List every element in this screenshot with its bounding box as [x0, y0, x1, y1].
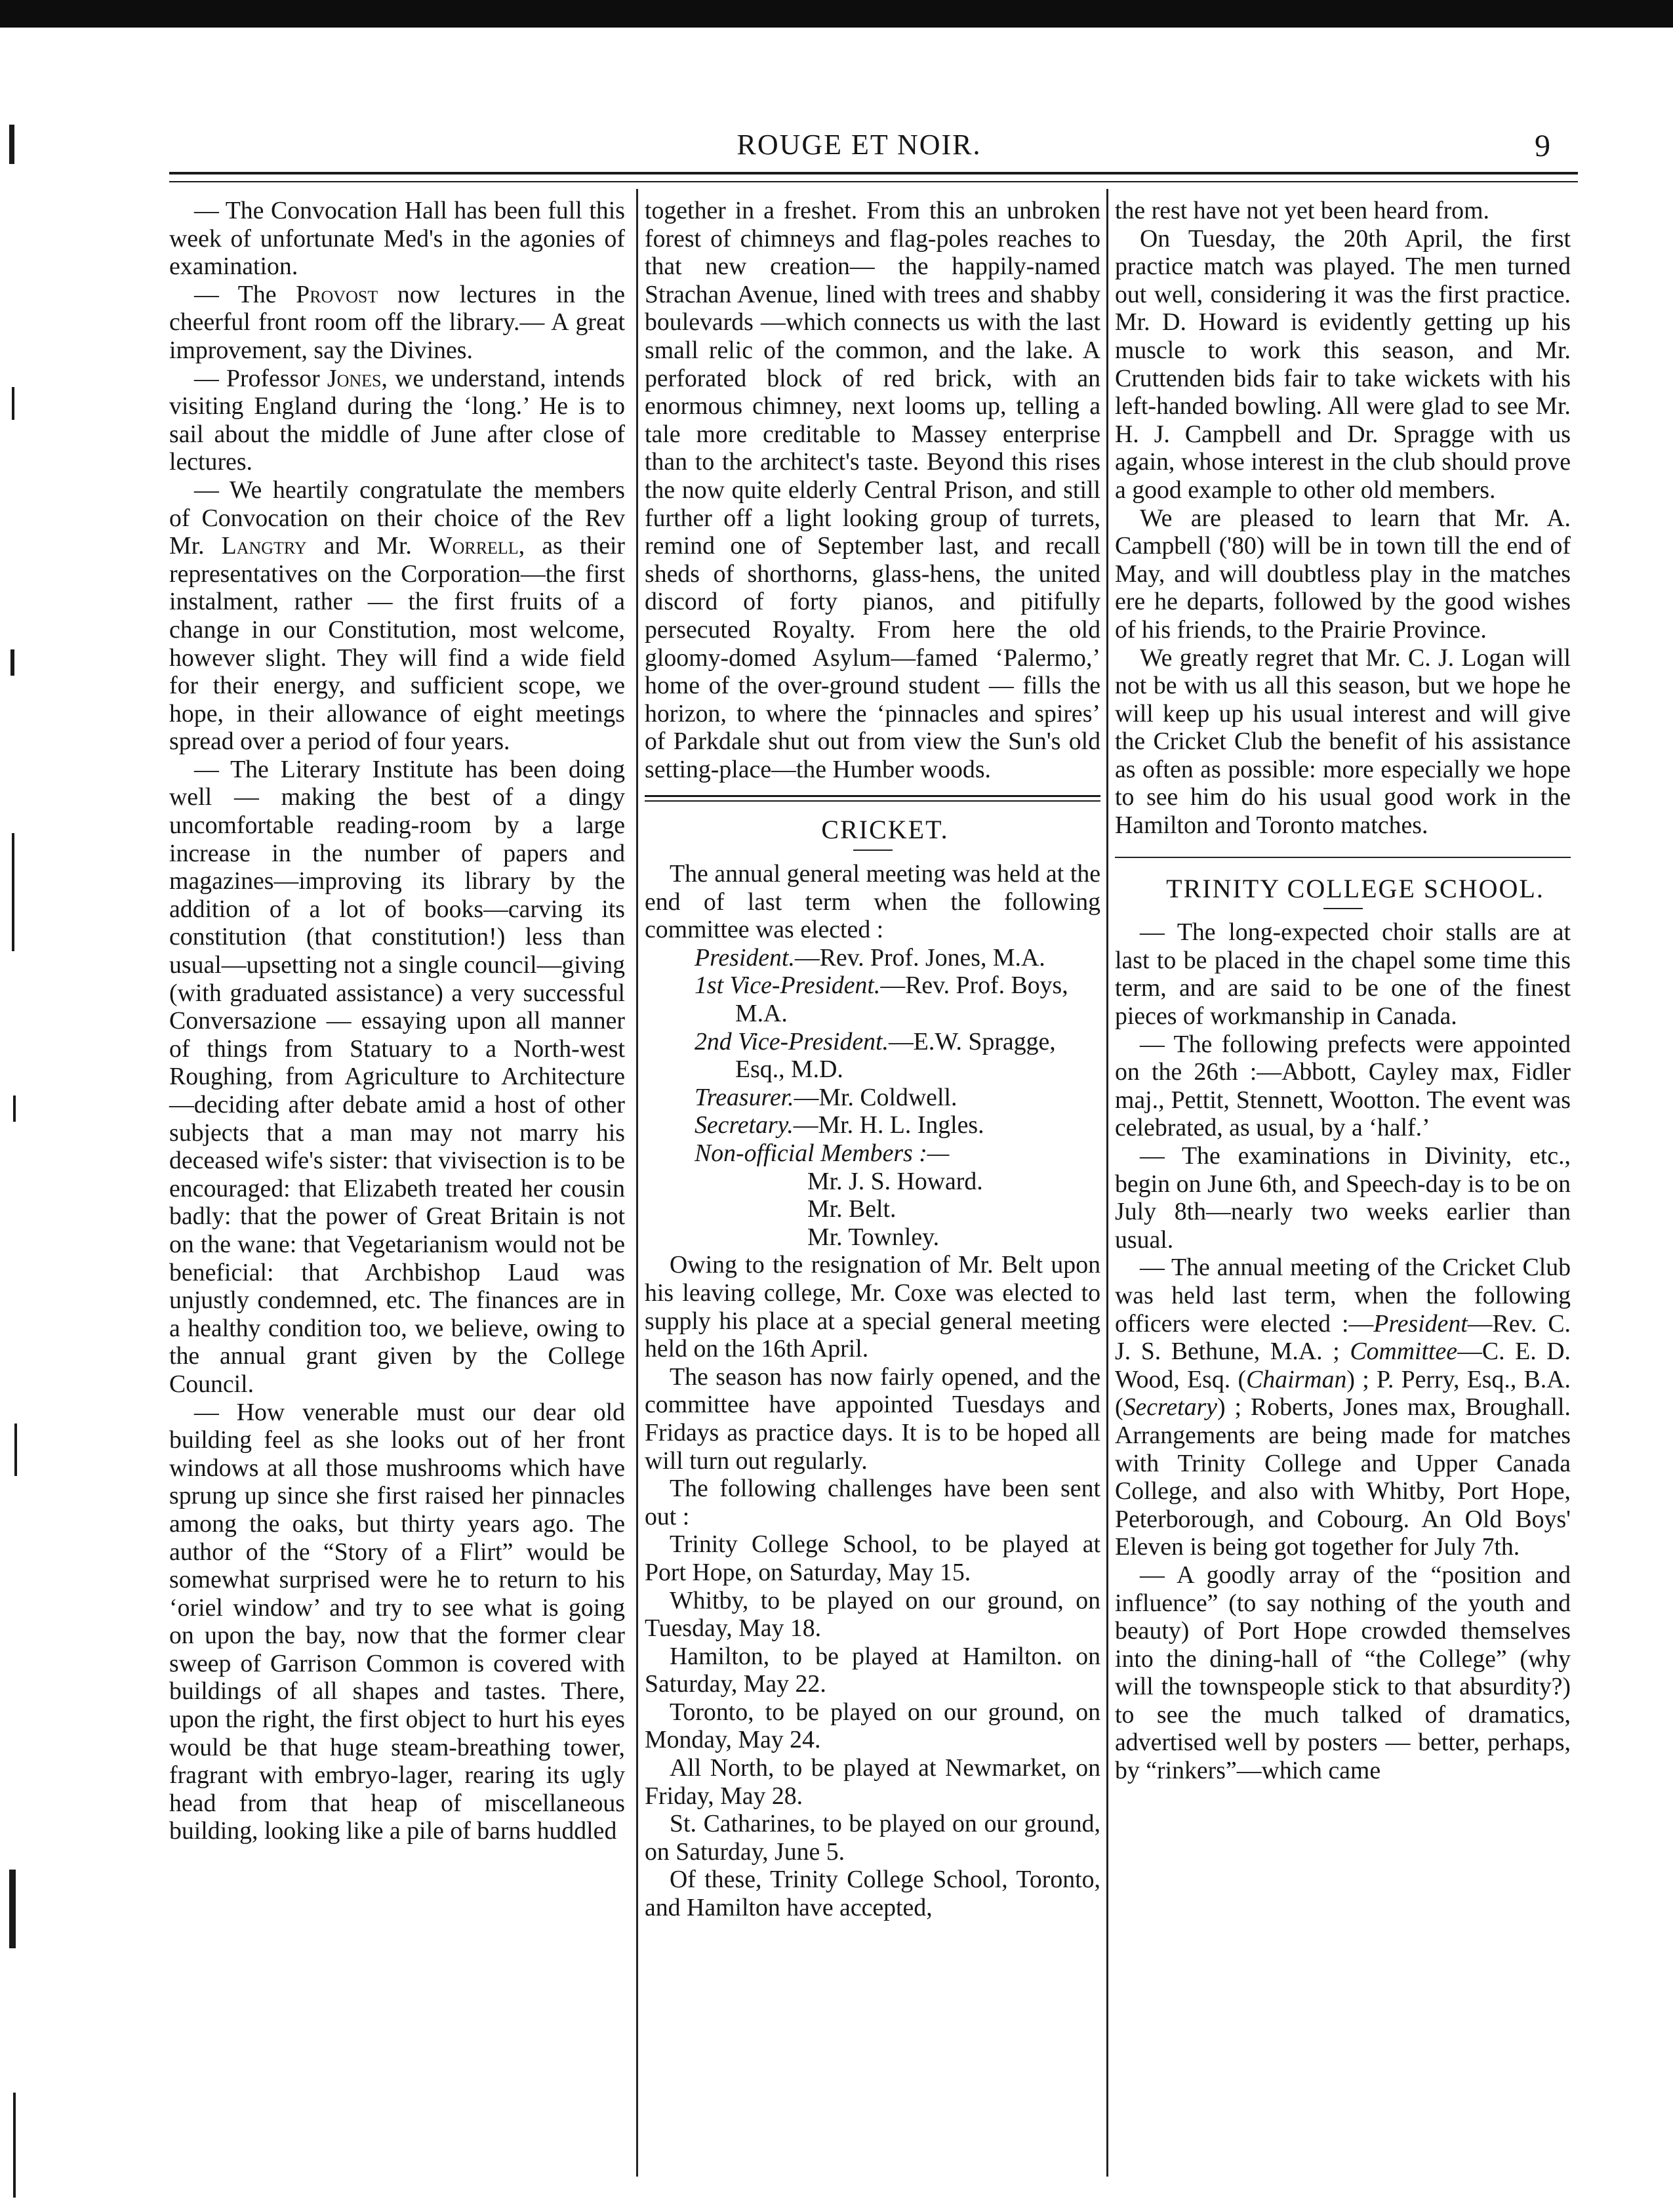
italic-run: Committee — [1350, 1338, 1458, 1366]
italic-run: Secretary — [1123, 1393, 1218, 1422]
paragraph: We are pleased to learn that Mr. A. Campbell ('80) will be in town till the end of May, and will doubtless play in the matches ere he departs, followed by the good wishes of his friends, to the Prairie Province. — [1115, 504, 1571, 644]
paragraph: On Tuesday, the 20th April, the first practice match was played. The men turned out well, considering it was the first practice. Mr. D. Howard is evidently getting up his muscle to work this season, and Mr. Cruttenden bids fair to take wickets with his left-handed bowling. All were glad to see Mr. H. J. Campbell and Dr. Spragge with us again, whose interest in the club should prove a good example to other old members. — [1115, 224, 1571, 504]
paragraph: the rest have not yet been heard from. — [1115, 197, 1489, 224]
officer-name: —E.W. Spragge, — [888, 1027, 1056, 1055]
section-heading-trinity-college-school: TRINITY COLLEGE SCHOOL. — [1166, 873, 1544, 903]
section-rule — [1115, 857, 1571, 858]
challenge-item: Whitby, to be played on our ground, on Tuesday, May 18. — [645, 1586, 1100, 1643]
officer-president — [645, 944, 1100, 972]
challenge-item: Trinity College School, to be played at Port Hope, on Saturday, May 15. — [645, 1530, 1100, 1586]
paragraph — [1115, 1254, 1571, 1561]
officer-non-official-members — [645, 1139, 1100, 1168]
officer-treasurer — [645, 1084, 1100, 1112]
name-worrell: Worrell — [428, 532, 519, 560]
text-run: now lectures in the cheerful front room off the library.— A great improvement, say the Divines. — [169, 280, 625, 364]
section-rule — [645, 795, 1100, 802]
text-run: — Professor — [194, 364, 327, 392]
officer-role: 1st Vice-President. — [695, 972, 881, 1000]
officer-name: —Rev. Prof. Jones, M.A. — [794, 943, 1045, 972]
paragraph: — The Literary Institute has been doing well — making the best of a dingy uncomfortable reading-room by a large increase in the number of papers and magazines—improving its library by the addition of a lot of books—carving its constitution (that constitution!) less than usual—upsetting not a single council—giving (with graduated assistance) a very successful Conversazione — essaying upon all manner of things from Statuary to a North-west Roughing, from Agriculture to Architecture—deciding after debate amid a host of other subjects that a man may not marry his deceased wife's sister: that vivisection is to be encouraged: that Elizabeth treated her cousin badly: that the power of Great Britain is not on the wane: that Vegetarianism would not be beneficial: that Archbishop Laud was unjustly condemned, etc. The finances are in a healthy condition too, we believe, owing to the annual grant given by the College Council. — [169, 755, 625, 1398]
officer-role: 2nd Vice-President. — [695, 1027, 889, 1055]
challenge-item: All North, to be played at Newmarket, on Friday, May 28. — [645, 1754, 1100, 1810]
paragraph: We greatly regret that Mr. C. J. Logan will not be with us all this season, but we hope he will keep up his usual interest and will give the Cricket Club the benefit of his assistance as often as possible: more especially we hope to see him do his usual good work in the Hamilton and Toronto matches. — [1115, 644, 1571, 840]
paragraph: The annual general meeting was held at the end of last term when the following committee was elected : — [645, 860, 1100, 944]
column-divider-2 — [1106, 189, 1108, 2177]
text-run: ) ; P. Perry, Esq., B.A. ( — [1115, 1365, 1571, 1422]
officer-role: Secretary. — [695, 1111, 794, 1139]
text-run: , as their representatives on the Corporation—the first instalment, rather — the first fruits of a change in our Constitution, most welcome, however slight. They will find a wide field for their energy, and sufficient scope, we hope, in their allowance of eight meetings spread over a period of four years. — [169, 532, 625, 756]
short-rule — [1323, 908, 1363, 909]
paragraph: — The following prefects were appointed on the 26th :—Abbott, Cayley max, Fidler maj., Pettit, Stennett, Wootton. The event was celebrated, as usual, by a ‘half.’ — [1115, 1030, 1571, 1142]
officer-secretary — [645, 1111, 1100, 1139]
challenge-item: St. Catharines, to be played on our ground, on Saturday, June 5. — [645, 1810, 1100, 1866]
member-item: Mr. J. S. Howard. — [807, 1167, 983, 1195]
paragraph: The following challenges have been sent out : — [645, 1475, 1100, 1530]
paragraph: — The Convocation Hall has been full this week of unfortunate Med's in the agonies of examination. — [169, 197, 625, 281]
short-rule — [853, 850, 893, 851]
column-3 — [1115, 197, 1571, 1785]
italic-run: President — [1373, 1309, 1468, 1338]
page-number: 9 — [1535, 129, 1550, 163]
officer-name: —Mr. H. L. Ingles. — [793, 1111, 984, 1139]
member-item: Mr. Townley. — [807, 1223, 940, 1251]
name-provost: Provost — [296, 280, 378, 308]
officer-continuation: Esq., M.D. — [735, 1055, 843, 1084]
header-rule-thin — [169, 181, 1578, 182]
text-run: — The annual meeting of the Cricket Club was held last term, when the following officers were elected :— — [1115, 1254, 1571, 1338]
member-item: Mr. Belt. — [807, 1195, 897, 1223]
paragraph — [169, 281, 625, 365]
officer-1st-vice-president — [645, 972, 1100, 1000]
column-divider-1 — [636, 189, 638, 2177]
paragraph: Owing to the resignation of Mr. Belt upon his leaving college, Mr. Coxe was elected to supply his place at a special general meeting held on the 16th April. — [645, 1251, 1100, 1363]
officer-role: Non-official Members :— — [695, 1139, 950, 1167]
text-run: —Rev. C. J. S. Bethune, M.A. ; — [1115, 1309, 1571, 1366]
paragraph: — How venerable must our dear old building feel as she looks out of her front windows at all those mushrooms which have sprung up since she first raised her pinnacles among the oaks, but thirty years ago. The author of the “Story of a Flirt” would be somewhat surprised were he to return to his ‘oriel window’ and try to see what is going on upon the bay, now that the former clear sweep of Garrison Common is covered with buildings of all shapes and tastes. There, upon the right, the first object to hurt his eyes would be that huge steam-breathing tower, fragrant with embryo-lager, rearing its ugly head from that heap of miscellaneous building, looking like a pile of barns huddled — [169, 1398, 625, 1845]
officer-name: —Rev. Prof. Boys, — [880, 972, 1068, 1000]
text-run: , we understand, intends visiting England during the ‘long.’ He is to sail about the middle of June after close of lectures. — [169, 364, 626, 476]
header-rule — [169, 172, 1578, 174]
name-jones: Jones — [327, 364, 382, 392]
text-run: and Mr. — [306, 532, 429, 560]
paragraph: together in a freshet. From this an unbroken forest of chimneys and flag-poles reaches to that new creation— the happily-named Strachan Avenue, lined with trees and shabby boulevards —which connects us with the last small relic of the common, and the lake. A perforated block of red brick, with an enormous chimney, next looms up, telling a tale more creditable to Massey enterprise than to the architect's taste. Beyond this rises the now quite elderly Central Prison, and still further off a light looking group of turrets, remind one of September last, and recall sheds of shorthorns, glass-hens, the united discord of forty pianos, and pitifully persecuted Royalty. From here the old gloomy-domed Asylum—famed ‘Palermo,’ home of the over-ground student — fills the horizon, to where the ‘pinnacles and spires’ of Parkdale shut out from view the Sun's old setting-place—the Humber woods. — [645, 197, 1100, 783]
officer-role: President. — [695, 943, 795, 972]
name-langtry: Langtry — [221, 532, 307, 560]
paragraph — [169, 365, 625, 476]
challenge-item: Toronto, to be played on our ground, on Monday, May 24. — [645, 1698, 1100, 1754]
officer-2nd-vice-president — [645, 1028, 1100, 1056]
column-2 — [645, 197, 1100, 1922]
text-run: —C. E. D. Wood, Esq. ( — [1115, 1338, 1571, 1393]
running-head: ROUGE ET NOIR. — [736, 129, 982, 161]
section-heading-cricket: CRICKET. — [821, 815, 949, 845]
paragraph: — The long-expected choir stalls are at last to be placed in the chapel some time this term, and are said to be one of the finest pieces of workmanship in Canada. — [1115, 918, 1571, 1031]
column-1 — [169, 197, 625, 1845]
paragraph: The season has now fairly opened, and the committee have appointed Tuesdays and Fridays as practice days. It is to be hoped all will turn out regularly. — [645, 1362, 1100, 1475]
challenge-item: Hamilton, to be played at Hamilton. on Saturday, May 22. — [645, 1642, 1100, 1698]
paragraph: Of these, Trinity College School, Toronto, and Hamilton have accepted, — [645, 1866, 1100, 1922]
scan-top-edge-bar — [0, 0, 1673, 28]
italic-run: Chairman — [1246, 1365, 1347, 1393]
text-run: ) ; Roberts, Jones max, Broughall. Arrangements are being made for matches with Trinity College and Upper Canada College, and also with Whitby, Port Hope, Peterborough, and Cobourg. An Old Boys' Eleven is being got together for July 7th. — [1115, 1393, 1571, 1561]
scan-binding-marks — [0, 112, 26, 2211]
officer-role: Treasurer. — [695, 1083, 794, 1111]
officer-continuation: M.A. — [735, 1000, 788, 1028]
paragraph: — A goodly array of the “position and influence” (to say nothing of the youth and beauty) of Port Hope crowded themselves into the dining-hall of “the College” (why will the townspeople stick to that absurdity?) to see the much talked of dramatics, advertised well by posters — better, perhaps, by “rinkers”—which came — [1115, 1561, 1571, 1785]
text-run: — The — [194, 280, 296, 308]
paragraph: — The examinations in Divinity, etc., begin on June 6th, and Speech-day is to be on July 8th—nearly two weeks earlier than usual. — [1115, 1142, 1571, 1254]
paragraph — [169, 476, 625, 756]
text-run: — We heartily congratulate the members of Convocation on their choice of the Rev Mr. — [169, 476, 625, 560]
officer-name: —Mr. Coldwell. — [794, 1083, 957, 1111]
